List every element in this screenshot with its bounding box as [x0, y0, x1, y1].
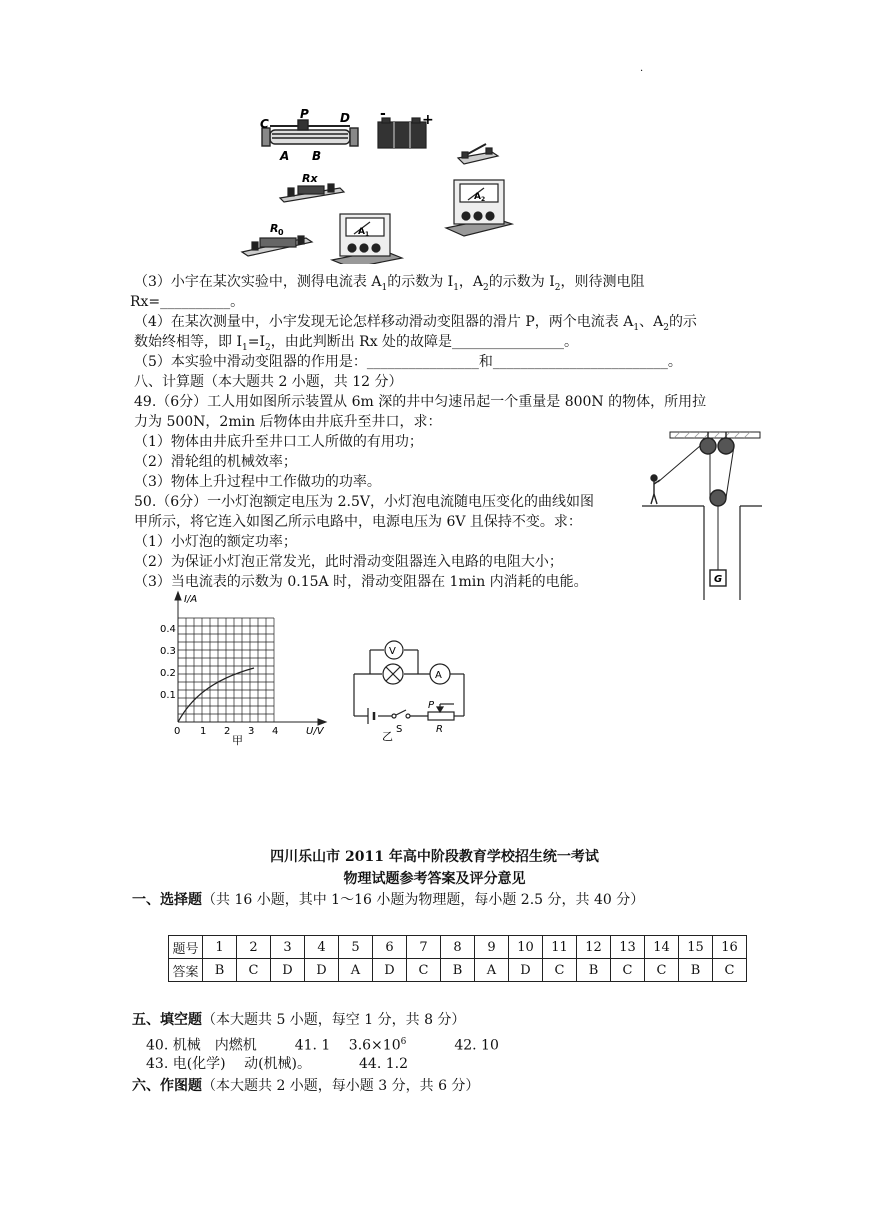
answers-title-2: 物理试题参考答案及评分意见 — [343, 871, 526, 887]
xtick-0: 0 — [174, 726, 181, 737]
xtick-2: 2 — [224, 726, 231, 737]
question-number-cell: 5 — [339, 936, 373, 959]
section-1-heading: 一、选择题（共 16 小题，其中 1～16 小题为物理题，每小题 2.5 分，共 40 分） — [132, 892, 645, 908]
apparatus-illustration — [236, 104, 526, 264]
question-number-cell: 10 — [509, 936, 543, 959]
graph-xlabel: U/V — [306, 726, 324, 737]
q49-line-2: 力为 500N，2min 后物体由井底升至井口，求： — [134, 414, 442, 430]
question-number-cell: 12 — [577, 936, 611, 959]
answer-cell: A — [339, 959, 373, 982]
switch-symbol-icon — [392, 710, 410, 718]
pulley-well-diagram — [640, 428, 764, 602]
label-plus: + — [422, 112, 434, 128]
section-5-heading: 五、填空题（本大题共 5 小题，每空 1 分，共 8 分） — [132, 1012, 466, 1028]
graph-ylabel: I/A — [184, 594, 198, 605]
battery-symbol-icon — [368, 708, 374, 724]
answer-cell: D — [271, 959, 305, 982]
ytick-02: 0.2 — [160, 668, 176, 679]
fill-answers-line-2: 43. 电(化学) 动(机械)。 44. 1.2 — [146, 1056, 408, 1072]
label-r: R — [436, 724, 443, 735]
circuit-diagram — [344, 632, 474, 744]
label-a2: A — [474, 192, 481, 202]
question-number-cell: 2 — [237, 936, 271, 959]
answer-cell: C — [611, 959, 645, 982]
pulley-icon — [700, 432, 734, 506]
iv-curve-graph — [150, 588, 330, 748]
answer-cell: C — [713, 959, 747, 982]
switch-icon — [458, 144, 498, 164]
q49-sub-3: （3）物体上升过程中工作做功的功率。 — [134, 474, 381, 490]
label-v: V — [389, 646, 396, 657]
label-p: P — [428, 700, 435, 711]
answer-cell: C — [645, 959, 679, 982]
q50-sub-2: （2）为保证小灯泡正常发光，此时滑动变阻器连入电路的电阻大小； — [134, 554, 563, 570]
ytick-04: 0.4 — [160, 624, 176, 635]
label-c: C — [260, 117, 269, 131]
battery-icon — [378, 118, 426, 148]
table-row-answers — [169, 959, 747, 982]
ytick-01: 0.1 — [160, 690, 176, 701]
answer-cell: D — [373, 959, 407, 982]
ytick-03: 0.3 — [160, 646, 176, 657]
q50-sub-1: （1）小灯泡的额定功率； — [134, 534, 297, 550]
circuit-caption: 乙 — [382, 730, 393, 743]
r0-resistor-icon — [242, 236, 312, 256]
q50-line-2: 甲所示，将它连入如图乙所示电路中，电源电压为 6V 且保持不变。求： — [134, 514, 582, 530]
q49-line-1: 49.（6分）工人用如图所示装置从 6m 深的井中匀速吊起一个重量是 800N 的物体，所用拉 — [134, 394, 707, 410]
answer-cell: B — [577, 959, 611, 982]
question-number-cell: 3 — [271, 936, 305, 959]
stray-dot: · — [640, 66, 644, 77]
label-a1: A — [358, 227, 365, 237]
q49-sub-2: （2）滑轮组的机械效率； — [134, 454, 297, 470]
answer-cell: D — [509, 959, 543, 982]
worker-icon — [651, 475, 660, 504]
answers-title-1: 四川乐山市 2011 年高中阶段教育学校招生统一考试 — [270, 849, 599, 865]
label-s: S — [396, 724, 403, 735]
answer-table — [168, 935, 747, 982]
table-header-cell: 答案 — [169, 959, 203, 982]
answer-cell: C — [237, 959, 271, 982]
answer-cell: B — [203, 959, 237, 982]
xtick-1: 1 — [200, 726, 207, 737]
question-number-cell: 14 — [645, 936, 679, 959]
rx-resistor-icon — [280, 184, 344, 202]
ammeter-a1-icon — [332, 214, 402, 264]
label-d: D — [340, 111, 350, 125]
answer-cell: B — [679, 959, 713, 982]
section-8-heading: 八、计算题（本大题共 2 小题，共 12 分） — [134, 374, 403, 390]
answer-cell: A — [475, 959, 509, 982]
label-r0-sub: 0 — [278, 228, 284, 237]
question-number-cell: 9 — [475, 936, 509, 959]
question-number-cell: 16 — [713, 936, 747, 959]
question-3-line-1: （3）小宇在某次实验中，测得电流表 $A_1$的示数为 $I_1$，$A_2$的示数为 $I_2$，则待测电阻 — [134, 274, 645, 293]
answer-cell: B — [441, 959, 475, 982]
answer-cell: C — [407, 959, 441, 982]
question-4-line-2: 数始终相等，即 $I_1=I_2$，由此判断出 Rx 处的故障是________________。 — [134, 334, 579, 353]
xtick-3: 3 — [248, 726, 255, 737]
question-number-cell: 8 — [441, 936, 475, 959]
q50-line-1: 50.（6分）一小灯泡额定电压为 2.5V，小灯泡电流随电压变化的曲线如图 — [134, 494, 594, 510]
label-a1-sub: 1 — [365, 231, 370, 238]
question-4-line-1: （4）在某次测量中，小宇发现无论怎样移动滑动变阻器的滑片 P，两个电流表 $A_1$、$A_2$的示 — [134, 314, 697, 333]
question-5: （5）本实验中滑动变阻器的作用是：________________和_________________________。 — [134, 354, 682, 370]
fill-answers-line-1: 40. 机械 内燃机 41. 1 $3.6\times 10^6$ 42. 10 — [146, 1037, 499, 1054]
label-a: A — [280, 149, 290, 163]
question-number-cell: 11 — [543, 936, 577, 959]
label-rx: Rx — [302, 172, 318, 185]
section-6-heading: 六、作图题（本大题共 2 小题，每小题 3 分，共 6 分） — [132, 1078, 480, 1094]
question-number-cell: 13 — [611, 936, 645, 959]
label-a: A — [435, 670, 442, 681]
question-3-line-2: Rx=__________。 — [130, 294, 245, 310]
label-a2-sub: 2 — [481, 196, 486, 203]
answer-cell: C — [543, 959, 577, 982]
label-g: G — [714, 574, 723, 585]
table-header-cell: 题号 — [169, 936, 203, 959]
graph-caption: 甲 — [232, 734, 243, 747]
table-row-numbers — [169, 936, 747, 959]
q49-sub-1: （1）物体由井底升至井口工人所做的有用功； — [134, 434, 423, 450]
label-r0: R — [270, 222, 279, 235]
label-b: B — [312, 149, 322, 163]
answer-cell: D — [305, 959, 339, 982]
question-number-cell: 6 — [373, 936, 407, 959]
ammeter-a2-icon — [446, 180, 512, 236]
lamp-icon — [383, 664, 403, 684]
question-number-cell: 7 — [407, 936, 441, 959]
question-number-cell: 1 — [203, 936, 237, 959]
label-p: P — [300, 107, 309, 121]
label-minus: - — [380, 106, 386, 122]
q50-sub-3: （3）当电流表的示数为 0.15A 时，滑动变阻器在 1min 内消耗的电能。 — [134, 574, 588, 590]
question-number-cell: 15 — [679, 936, 713, 959]
xtick-4: 4 — [272, 726, 279, 737]
question-number-cell: 4 — [305, 936, 339, 959]
